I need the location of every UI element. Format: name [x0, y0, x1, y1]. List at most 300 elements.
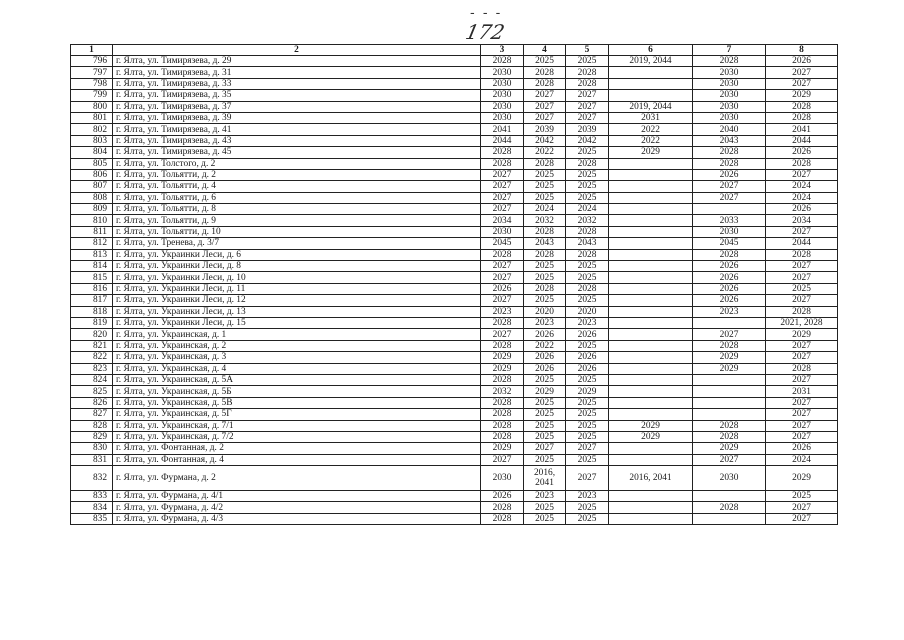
value-col-5-cell: 2027	[566, 466, 609, 491]
address-cell: г. Ялта, ул. Тольятти, д. 10	[113, 226, 481, 237]
value-col-4-cell: 2025	[524, 374, 566, 385]
table-row	[71, 112, 838, 123]
row-number-cell: 815	[71, 272, 113, 283]
row-number-cell: 821	[71, 340, 113, 351]
table-row	[71, 238, 838, 249]
column-header-7: 7	[693, 45, 766, 56]
address-cell: г. Ялта, ул. Украинки Леси, д. 15	[113, 317, 481, 328]
value-col-8-cell: 2026	[766, 204, 838, 215]
value-col-8-cell: 2025	[766, 283, 838, 294]
value-col-4-cell: 2042	[524, 135, 566, 146]
table-row	[71, 272, 838, 283]
value-col-5-cell: 2025	[566, 340, 609, 351]
value-col-6-cell	[609, 158, 693, 169]
value-col-5-cell: 2028	[566, 158, 609, 169]
value-col-3-cell: 2028	[481, 420, 524, 431]
table-row	[71, 340, 838, 351]
value-col-7-cell: 2045	[693, 238, 766, 249]
table-row	[71, 249, 838, 260]
value-col-8-cell: 2027	[766, 513, 838, 524]
value-col-8-cell: 2029	[766, 466, 838, 491]
row-number-cell: 817	[71, 295, 113, 306]
table-row	[71, 56, 838, 67]
table-row	[71, 491, 838, 502]
address-cell: г. Ялта, ул. Толстого, д. 2	[113, 158, 481, 169]
row-number-cell: 820	[71, 329, 113, 340]
table-row	[71, 169, 838, 180]
value-col-3-cell: 2027	[481, 192, 524, 203]
row-number-cell: 832	[71, 466, 113, 491]
value-col-8-cell: 2027	[766, 226, 838, 237]
table-row	[71, 261, 838, 272]
table-row	[71, 204, 838, 215]
value-col-6-cell: 2029	[609, 431, 693, 442]
value-col-8-cell: 2027	[766, 502, 838, 513]
value-col-8-cell: 2034	[766, 215, 838, 226]
value-col-4-cell: 2025	[524, 272, 566, 283]
row-number-cell: 834	[71, 502, 113, 513]
value-col-8-cell: 2027	[766, 272, 838, 283]
table-row	[71, 215, 838, 226]
value-col-8-cell: 2029	[766, 90, 838, 101]
column-header-2: 2	[113, 45, 481, 56]
table-row	[71, 147, 838, 158]
value-col-7-cell: 2026	[693, 261, 766, 272]
value-col-7-cell: 2033	[693, 215, 766, 226]
value-col-8-cell: 2044	[766, 135, 838, 146]
table-body	[71, 56, 838, 525]
value-col-6-cell	[609, 443, 693, 454]
address-cell: г. Ялта, ул. Тольятти, д. 9	[113, 215, 481, 226]
value-col-6-cell: 2016, 2041	[609, 466, 693, 491]
value-col-8-cell: 2027	[766, 352, 838, 363]
value-col-3-cell: 2030	[481, 101, 524, 112]
value-col-7-cell	[693, 204, 766, 215]
value-col-8-cell: 2024	[766, 454, 838, 465]
value-col-7-cell: 2026	[693, 295, 766, 306]
value-col-4-cell: 2024	[524, 204, 566, 215]
value-col-5-cell: 2025	[566, 169, 609, 180]
value-col-3-cell: 2044	[481, 135, 524, 146]
value-col-6-cell	[609, 397, 693, 408]
value-col-3-cell: 2034	[481, 215, 524, 226]
value-col-4-cell: 2043	[524, 238, 566, 249]
row-number-cell: 828	[71, 420, 113, 431]
address-cell: г. Ялта, ул. Украинская, д. 4	[113, 363, 481, 374]
row-number-cell: 831	[71, 454, 113, 465]
address-cell: г. Ялта, ул. Фурмана, д. 4/3	[113, 513, 481, 524]
value-col-5-cell: 2023	[566, 491, 609, 502]
value-col-7-cell	[693, 409, 766, 420]
table-row	[71, 352, 838, 363]
row-number-cell: 797	[71, 67, 113, 78]
value-col-6-cell	[609, 329, 693, 340]
value-col-6-cell: 2029	[609, 420, 693, 431]
table-row	[71, 513, 838, 524]
value-col-6-cell	[609, 409, 693, 420]
table-row	[71, 295, 838, 306]
value-col-6-cell	[609, 386, 693, 397]
address-cell: г. Ялта, ул. Тольятти, д. 8	[113, 204, 481, 215]
value-col-5-cell: 2043	[566, 238, 609, 249]
address-cell: г. Ялта, ул. Украинская, д. 5В	[113, 397, 481, 408]
value-col-6-cell	[609, 204, 693, 215]
row-number-cell: 804	[71, 147, 113, 158]
address-cell: г. Ялта, ул. Украинская, д. 2	[113, 340, 481, 351]
column-header-5: 5	[566, 45, 609, 56]
row-number-cell: 810	[71, 215, 113, 226]
value-col-8-cell: 2027	[766, 261, 838, 272]
value-col-8-cell: 2027	[766, 340, 838, 351]
value-col-5-cell: 2024	[566, 204, 609, 215]
value-col-7-cell	[693, 386, 766, 397]
address-cell: г. Ялта, ул. Тренева, д. 3/7	[113, 238, 481, 249]
value-col-4-cell: 2026	[524, 352, 566, 363]
value-col-6-cell	[609, 90, 693, 101]
value-col-7-cell: 2028	[693, 340, 766, 351]
value-col-6-cell	[609, 249, 693, 260]
row-number-cell: 816	[71, 283, 113, 294]
value-col-4-cell: 2022	[524, 340, 566, 351]
value-col-6-cell	[609, 181, 693, 192]
value-col-8-cell: 2027	[766, 431, 838, 442]
address-cell: г. Ялта, ул. Тольятти, д. 4	[113, 181, 481, 192]
column-header-8: 8	[766, 45, 838, 56]
page-number	[463, 6, 507, 44]
value-col-5-cell: 2025	[566, 431, 609, 442]
row-number-cell: 801	[71, 112, 113, 123]
value-col-3-cell: 2030	[481, 226, 524, 237]
table-row	[71, 363, 838, 374]
value-col-5-cell: 2028	[566, 226, 609, 237]
value-col-6-cell	[609, 295, 693, 306]
address-cell: г. Ялта, ул. Украинская, д. 3	[113, 352, 481, 363]
value-col-5-cell: 2032	[566, 215, 609, 226]
value-col-3-cell: 2028	[481, 431, 524, 442]
table-row	[71, 409, 838, 420]
value-col-6-cell	[609, 502, 693, 513]
value-col-5-cell: 2027	[566, 101, 609, 112]
value-col-6-cell	[609, 454, 693, 465]
address-cell: г. Ялта, ул. Украинская, д. 7/2	[113, 431, 481, 442]
value-col-6-cell	[609, 283, 693, 294]
value-col-3-cell: 2028	[481, 374, 524, 385]
table-row	[71, 226, 838, 237]
value-col-8-cell: 2028	[766, 101, 838, 112]
value-col-4-cell: 2028	[524, 226, 566, 237]
value-col-8-cell: 2027	[766, 169, 838, 180]
value-col-8-cell: 2044	[766, 238, 838, 249]
value-col-6-cell	[609, 272, 693, 283]
value-col-7-cell: 2030	[693, 101, 766, 112]
value-col-6-cell	[609, 374, 693, 385]
column-header-3: 3	[481, 45, 524, 56]
value-col-5-cell: 2026	[566, 352, 609, 363]
value-col-8-cell: 2027	[766, 397, 838, 408]
table-row	[71, 181, 838, 192]
value-col-5-cell: 2023	[566, 317, 609, 328]
address-cell: г. Ялта, ул. Украинки Леси, д. 12	[113, 295, 481, 306]
value-col-8-cell: 2027	[766, 295, 838, 306]
value-col-8-cell: 2028	[766, 306, 838, 317]
value-col-3-cell: 2027	[481, 295, 524, 306]
value-col-3-cell: 2029	[481, 443, 524, 454]
row-number-cell: 813	[71, 249, 113, 260]
value-col-4-cell: 2023	[524, 317, 566, 328]
address-cell: г. Ялта, ул. Фурмана, д. 2	[113, 466, 481, 491]
value-col-4-cell: 2028	[524, 78, 566, 89]
value-col-5-cell: 2029	[566, 386, 609, 397]
value-col-4-cell: 2028	[524, 249, 566, 260]
table-row	[71, 135, 838, 146]
housing-register-table	[70, 44, 838, 525]
value-col-7-cell: 2030	[693, 466, 766, 491]
value-col-5-cell: 2026	[566, 329, 609, 340]
value-col-4-cell: 2027	[524, 112, 566, 123]
value-col-3-cell: 2028	[481, 56, 524, 67]
value-col-7-cell: 2028	[693, 420, 766, 431]
value-col-8-cell: 2028	[766, 158, 838, 169]
value-col-3-cell: 2030	[481, 67, 524, 78]
value-col-3-cell: 2028	[481, 317, 524, 328]
value-col-7-cell	[693, 397, 766, 408]
value-col-7-cell: 2027	[693, 181, 766, 192]
value-col-4-cell: 2026	[524, 329, 566, 340]
value-col-8-cell: 2029	[766, 329, 838, 340]
address-cell: г. Ялта, ул. Тимирязева, д. 31	[113, 67, 481, 78]
table-header-row	[71, 45, 838, 56]
value-col-3-cell: 2026	[481, 491, 524, 502]
row-number-cell: 824	[71, 374, 113, 385]
value-col-3-cell: 2027	[481, 454, 524, 465]
value-col-4-cell: 2025	[524, 513, 566, 524]
value-col-7-cell: 2028	[693, 158, 766, 169]
value-col-6-cell	[609, 67, 693, 78]
row-number-cell: 835	[71, 513, 113, 524]
address-cell: г. Ялта, ул. Украинская, д. 5Г	[113, 409, 481, 420]
value-col-8-cell: 2027	[766, 78, 838, 89]
value-col-7-cell: 2043	[693, 135, 766, 146]
value-col-3-cell: 2027	[481, 272, 524, 283]
value-col-7-cell: 2023	[693, 306, 766, 317]
value-col-6-cell: 2019, 2044	[609, 56, 693, 67]
value-col-7-cell: 2026	[693, 169, 766, 180]
value-col-5-cell: 2039	[566, 124, 609, 135]
value-col-8-cell: 2026	[766, 147, 838, 158]
value-col-5-cell: 2028	[566, 67, 609, 78]
address-cell: г. Ялта, ул. Украинки Леси, д. 6	[113, 249, 481, 260]
address-cell: г. Ялта, ул. Тольятти, д. 6	[113, 192, 481, 203]
row-number-cell: 818	[71, 306, 113, 317]
row-number-cell: 800	[71, 101, 113, 112]
value-col-5-cell: 2025	[566, 261, 609, 272]
value-col-7-cell: 2030	[693, 67, 766, 78]
address-cell: г. Ялта, ул. Фурмана, д. 4/1	[113, 491, 481, 502]
column-header-6: 6	[609, 45, 693, 56]
value-col-4-cell: 2025	[524, 454, 566, 465]
address-cell: г. Ялта, ул. Украинская, д. 5А	[113, 374, 481, 385]
table-row	[71, 502, 838, 513]
value-col-7-cell: 2027	[693, 192, 766, 203]
value-col-4-cell: 2025	[524, 397, 566, 408]
value-col-6-cell	[609, 340, 693, 351]
address-cell: г. Ялта, ул. Украинки Леси, д. 11	[113, 283, 481, 294]
value-col-5-cell: 2025	[566, 181, 609, 192]
value-col-3-cell: 2027	[481, 204, 524, 215]
row-number-cell: 811	[71, 226, 113, 237]
row-number-cell: 796	[71, 56, 113, 67]
value-col-4-cell: 2026	[524, 363, 566, 374]
value-col-7-cell: 2029	[693, 363, 766, 374]
value-col-8-cell: 2028	[766, 249, 838, 260]
value-col-6-cell: 2029	[609, 147, 693, 158]
value-col-6-cell: 2019, 2044	[609, 101, 693, 112]
value-col-7-cell: 2030	[693, 226, 766, 237]
value-col-8-cell: 2021, 2028	[766, 317, 838, 328]
value-col-7-cell: 2029	[693, 352, 766, 363]
value-col-3-cell: 2045	[481, 238, 524, 249]
value-col-3-cell: 2026	[481, 283, 524, 294]
address-cell: г. Ялта, ул. Тимирязева, д. 45	[113, 147, 481, 158]
value-col-5-cell: 2025	[566, 409, 609, 420]
address-cell: г. Ялта, ул. Украинки Леси, д. 13	[113, 306, 481, 317]
row-number-cell: 829	[71, 431, 113, 442]
value-col-6-cell	[609, 317, 693, 328]
table-row	[71, 420, 838, 431]
value-col-3-cell: 2028	[481, 502, 524, 513]
value-col-7-cell	[693, 374, 766, 385]
value-col-3-cell: 2028	[481, 409, 524, 420]
value-col-6-cell	[609, 352, 693, 363]
value-col-4-cell: 2027	[524, 443, 566, 454]
value-col-4-cell: 2027	[524, 90, 566, 101]
table-row	[71, 124, 838, 135]
value-col-7-cell: 2027	[693, 329, 766, 340]
address-cell: г. Ялта, ул. Тимирязева, д. 29	[113, 56, 481, 67]
value-col-8-cell: 2024	[766, 181, 838, 192]
value-col-4-cell: 2025	[524, 409, 566, 420]
value-col-4-cell: 2022	[524, 147, 566, 158]
row-number-cell: 826	[71, 397, 113, 408]
row-number-cell: 822	[71, 352, 113, 363]
address-cell: г. Ялта, ул. Фонтанная, д. 4	[113, 454, 481, 465]
value-col-5-cell: 2025	[566, 502, 609, 513]
value-col-8-cell: 2031	[766, 386, 838, 397]
value-col-8-cell: 2026	[766, 56, 838, 67]
value-col-5-cell: 2025	[566, 374, 609, 385]
value-col-8-cell: 2027	[766, 409, 838, 420]
value-col-8-cell: 2027	[766, 420, 838, 431]
value-col-6-cell	[609, 306, 693, 317]
value-col-3-cell: 2029	[481, 363, 524, 374]
row-number-cell: 827	[71, 409, 113, 420]
address-cell: г. Ялта, ул. Украинская, д. 1	[113, 329, 481, 340]
value-col-3-cell: 2030	[481, 112, 524, 123]
value-col-5-cell: 2027	[566, 112, 609, 123]
row-number-cell: 799	[71, 90, 113, 101]
address-cell: г. Ялта, ул. Украинская, д. 7/1	[113, 420, 481, 431]
value-col-6-cell: 2022	[609, 135, 693, 146]
address-cell: г. Ялта, ул. Тимирязева, д. 41	[113, 124, 481, 135]
address-cell: г. Ялта, ул. Украинки Леси, д. 10	[113, 272, 481, 283]
row-number-cell: 830	[71, 443, 113, 454]
row-number-cell: 812	[71, 238, 113, 249]
value-col-4-cell: 2028	[524, 283, 566, 294]
value-col-6-cell: 2031	[609, 112, 693, 123]
value-col-7-cell	[693, 513, 766, 524]
row-number-cell: 803	[71, 135, 113, 146]
table-row	[71, 306, 838, 317]
value-col-6-cell	[609, 192, 693, 203]
value-col-3-cell: 2032	[481, 386, 524, 397]
table-row	[71, 443, 838, 454]
value-col-7-cell: 2029	[693, 443, 766, 454]
value-col-4-cell: 2027	[524, 101, 566, 112]
value-col-6-cell	[609, 261, 693, 272]
value-col-4-cell: 2025	[524, 169, 566, 180]
address-cell: г. Ялта, ул. Фурмана, д. 4/2	[113, 502, 481, 513]
row-number-cell: 814	[71, 261, 113, 272]
value-col-8-cell: 2025	[766, 491, 838, 502]
page-marks: - - -	[470, 6, 503, 21]
value-col-4-cell: 2032	[524, 215, 566, 226]
table-row	[71, 158, 838, 169]
row-number-cell: 833	[71, 491, 113, 502]
value-col-5-cell: 2027	[566, 90, 609, 101]
value-col-7-cell: 2040	[693, 124, 766, 135]
value-col-8-cell: 2024	[766, 192, 838, 203]
table-row	[71, 317, 838, 328]
table-row	[71, 78, 838, 89]
table-row	[71, 192, 838, 203]
row-number-cell: 825	[71, 386, 113, 397]
value-col-8-cell: 2028	[766, 112, 838, 123]
value-col-7-cell	[693, 491, 766, 502]
value-col-3-cell: 2028	[481, 513, 524, 524]
value-col-7-cell: 2028	[693, 431, 766, 442]
value-col-5-cell: 2025	[566, 513, 609, 524]
value-col-7-cell: 2028	[693, 502, 766, 513]
value-col-5-cell: 2025	[566, 397, 609, 408]
value-col-4-cell: 2023	[524, 491, 566, 502]
value-col-8-cell: 2026	[766, 443, 838, 454]
value-col-5-cell: 2025	[566, 192, 609, 203]
column-header-4: 4	[524, 45, 566, 56]
value-col-7-cell: 2030	[693, 90, 766, 101]
table-row	[71, 90, 838, 101]
value-col-4-cell: 2020	[524, 306, 566, 317]
value-col-6-cell	[609, 238, 693, 249]
value-col-7-cell	[693, 317, 766, 328]
value-col-7-cell: 2030	[693, 112, 766, 123]
row-number-cell: 819	[71, 317, 113, 328]
value-col-6-cell	[609, 169, 693, 180]
value-col-4-cell: 2025	[524, 181, 566, 192]
row-number-cell: 802	[71, 124, 113, 135]
value-col-3-cell: 2027	[481, 329, 524, 340]
row-number-cell: 798	[71, 78, 113, 89]
value-col-7-cell: 2028	[693, 147, 766, 158]
value-col-3-cell: 2030	[481, 78, 524, 89]
value-col-5-cell: 2026	[566, 363, 609, 374]
value-col-7-cell: 2026	[693, 272, 766, 283]
value-col-4-cell: 2025	[524, 295, 566, 306]
value-col-5-cell: 2020	[566, 306, 609, 317]
row-number-cell: 823	[71, 363, 113, 374]
value-col-7-cell: 2030	[693, 78, 766, 89]
value-col-6-cell: 2022	[609, 124, 693, 135]
value-col-5-cell: 2042	[566, 135, 609, 146]
